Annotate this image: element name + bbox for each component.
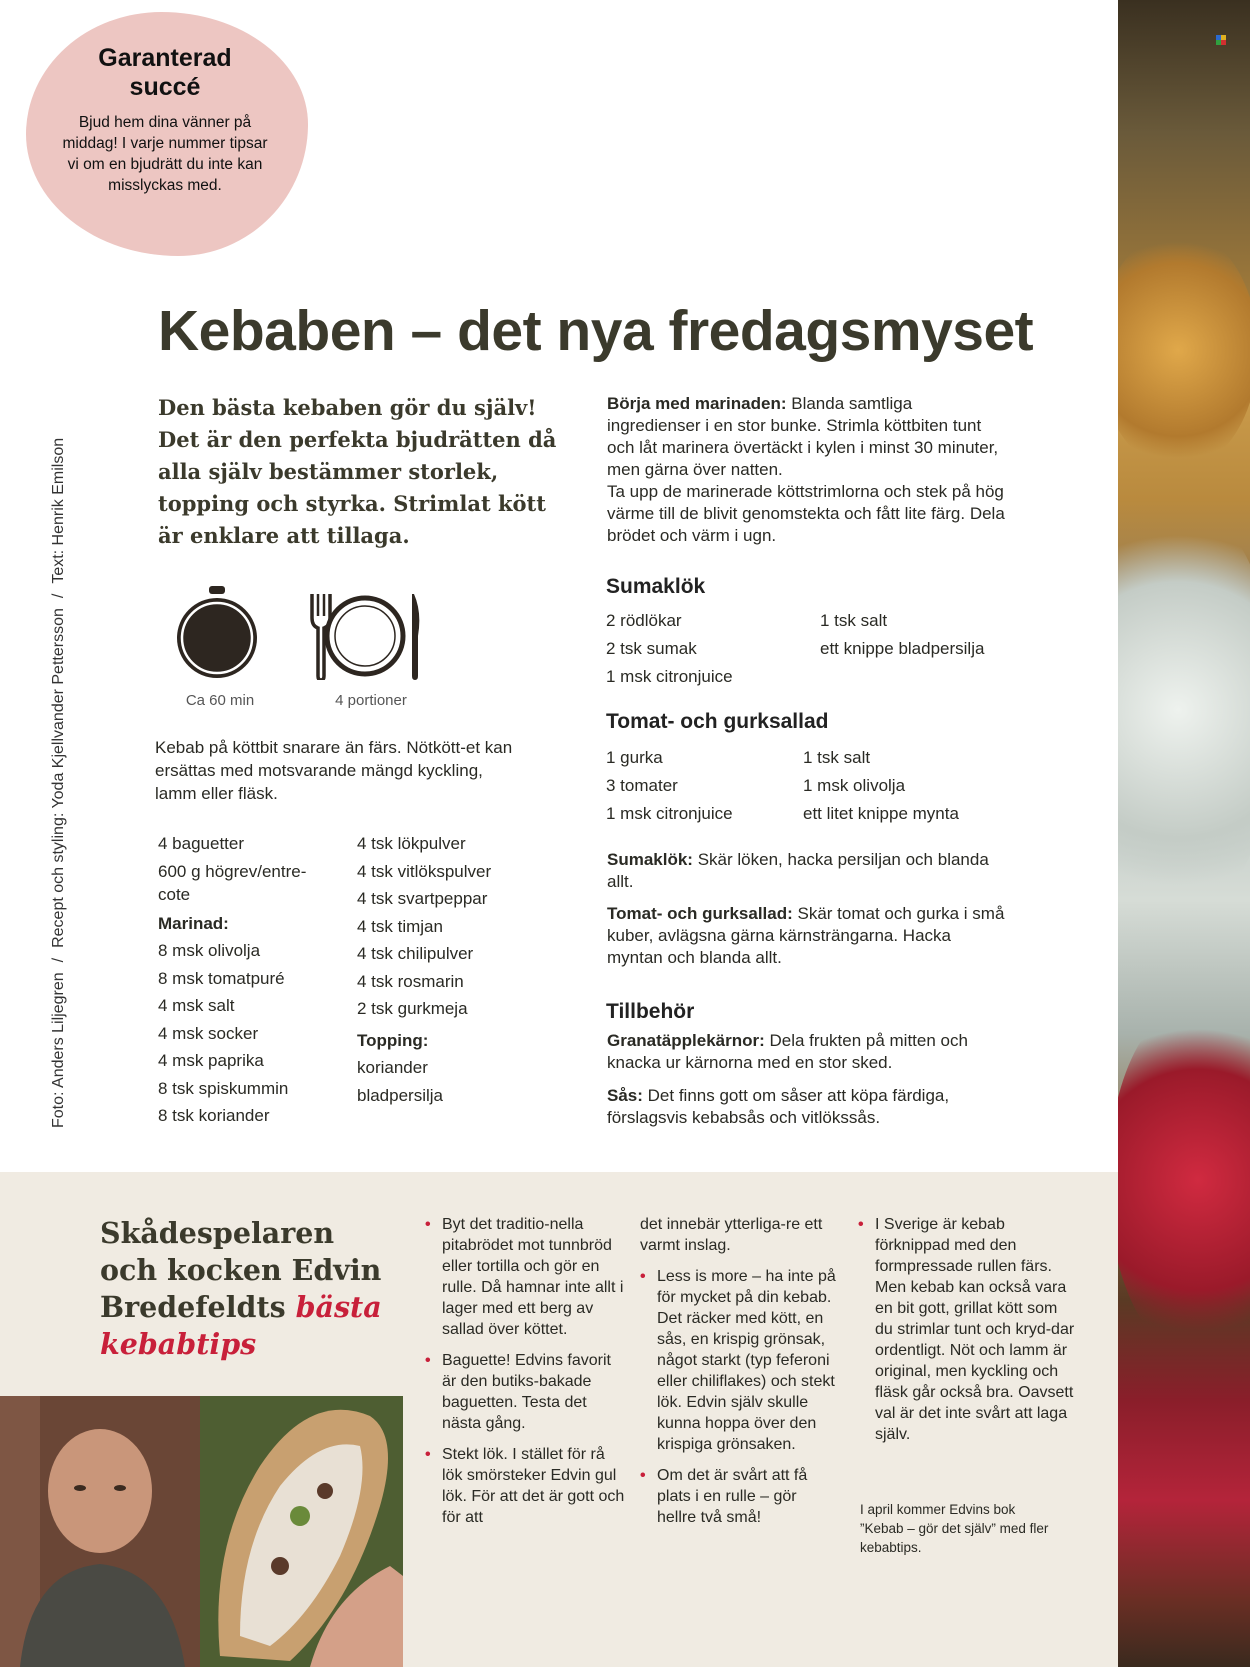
ingredient-item: 1 msk citronjuice <box>606 667 733 686</box>
ingredient-item: 3 tomater <box>606 776 678 795</box>
ingredient-item: 1 tsk salt <box>803 748 871 767</box>
tips-column-1 <box>425 1214 625 1538</box>
ingredient-item: 8 tsk spiskummin <box>158 1078 289 1098</box>
intro-note: Kebab på köttbit snarare än färs. Nötkött-et kan ersättas med motsvarande mängd kyckling, lamm eller fläsk. <box>155 738 513 803</box>
ingredient-item: 4 msk paprika <box>158 1051 264 1070</box>
plate-icon <box>306 592 424 680</box>
tips-title <box>100 1215 400 1363</box>
ingredient-item: 4 tsk lökpulver <box>357 834 466 853</box>
granatapple-label: Granatäpplekärnor: <box>607 1031 765 1050</box>
tips-column-3 <box>858 1214 1078 1455</box>
ingredient-item: 2 tsk gurkmeja <box>357 999 468 1018</box>
badge-title: Garanterad succé <box>98 44 232 101</box>
credit-recipe: Recept och styling: Yoda Kjellvander Pettersson <box>50 608 67 948</box>
ingredient-item: 2 tsk sumak <box>606 639 697 658</box>
tip-text: Stekt lök. I stället för rå lök smörsteker Edvin gul lök. För att det är gott och för att <box>442 1446 625 1526</box>
tip-item <box>858 1214 1078 1445</box>
ingredient-item: 8 tsk koriander <box>158 1106 270 1125</box>
sallad-list-left <box>606 744 806 828</box>
ingredient-item: 4 tsk rosmarin <box>357 971 464 991</box>
bullet: • <box>425 1446 431 1463</box>
method-text <box>607 393 1007 547</box>
method-label: Börja med marinaden: <box>607 394 787 413</box>
tip-item <box>425 1350 625 1434</box>
ingredient-item: 4 tsk timjan <box>357 916 443 936</box>
bullet: • <box>640 1467 646 1484</box>
ingredient-list-left <box>158 830 348 1130</box>
sallad-instructions <box>607 903 1007 969</box>
ingredient-item: koriander <box>357 1058 428 1077</box>
bullet: • <box>640 1268 646 1285</box>
ingredient-item: 4 msk socker <box>158 1023 259 1043</box>
tip-item <box>640 1266 840 1455</box>
credit-separator: / <box>50 957 67 963</box>
sumaklok-label: Sumaklök: <box>607 850 693 869</box>
ingredient-item: 4 msk salt <box>158 996 235 1015</box>
book-note: I april kommer Edvins bok ”Kebab – gör det själv” med fler kebabtips. <box>860 1502 1049 1555</box>
tip-item <box>425 1214 625 1340</box>
logo-icon <box>1216 32 1226 42</box>
credit-photo: Foto: Anders Liljegren <box>50 972 67 1128</box>
ingredient-item: ett knippe bladpersilja <box>820 639 985 658</box>
tip-text: I Sverige är kebab förknippad med den formpressade rullen färs. Men kebab kan också vara en bit gott, grillat kött som du strimlar tunt och kryd-dar ordentligt. Nöt och lamm är original, men kyckling och fläsk går också bra. Oavsett val är det inte svårt att laga själv. <box>875 1216 1075 1443</box>
credit-separator: / <box>50 593 67 599</box>
ingredient-item: 1 msk olivolja <box>803 776 906 795</box>
ingredient-item: 4 tsk svartpeppar <box>357 889 488 908</box>
sumaklok-list-left <box>606 607 826 691</box>
ingredient-item: 2 rödlökar <box>606 611 682 630</box>
credits <box>50 328 68 1128</box>
sallad-text: Skär tomat och gurka i små kuber, avlägsna gärna kärnsträngarna. Hacka myntan och blanda allt. <box>607 904 1005 967</box>
ingredient-item: ett litet knippe mynta <box>803 804 959 823</box>
sumaklok-heading: Sumaklök <box>606 575 706 598</box>
ingredient-item: bladpersilja <box>357 1085 443 1105</box>
ingredient-item: 1 gurka <box>606 748 663 767</box>
tips-title-highlight: bästa kebabtips <box>100 1290 382 1361</box>
portions-label: 4 portioner <box>335 692 407 709</box>
sallad-list-right <box>803 744 1033 828</box>
ingredient-item: 8 msk olivolja <box>158 941 261 960</box>
sas-instructions <box>607 1085 1007 1129</box>
bullet: • <box>425 1216 431 1233</box>
sallad-label: Tomat- och gurksallad: <box>607 904 793 923</box>
food-photo <box>1118 0 1250 1667</box>
kebab-photo <box>200 1396 403 1667</box>
sallad-heading: Tomat- och gurksallad <box>606 710 829 733</box>
tip-item <box>640 1465 840 1528</box>
method-marinade: Blanda samtliga ingredienser i en stor bunke. Strimla köttbiten tunt och låt marinera övertäckt i kylen i minst 30 minuter, men gärna över natten. <box>607 394 999 479</box>
method-cook: Ta upp de marinerade köttstrimlorna och stek på hög värme till de blivit genomstekta och fått lite färg. Dela brödet och värm i ugn. <box>607 482 1005 545</box>
glass-shape <box>1118 500 1250 920</box>
ingredient-list-right <box>357 830 557 1109</box>
ingredient-item: 1 tsk salt <box>820 611 888 630</box>
tip-text: Baguette! Edvins favorit är den butiks-bakade baguetten. Testa det nästa gång. <box>442 1352 611 1432</box>
granatapple-instructions <box>607 1030 1007 1074</box>
tip-item <box>425 1444 625 1528</box>
sas-text: Det finns gott om såser att köpa färdiga, förslagsvis kebabsås och vitlökssås. <box>607 1086 950 1127</box>
pomegranate-shape <box>1118 1000 1250 1360</box>
credit-text: Text: Henrik Emilson <box>50 437 67 584</box>
marinade-heading: Marinad: <box>158 913 229 933</box>
sas-label: Sås: <box>607 1086 643 1105</box>
sumaklok-list-right <box>820 607 1050 663</box>
page-title: Kebaben – det nya fredagsmyset <box>158 299 1034 363</box>
tip-text: Om det är svårt att få plats i en rulle – gör hellre två små! <box>657 1467 808 1526</box>
badge-text: Bjud hem dina vänner på middag! I varje nummer tipsar vi om en bjudrätt du inte kan misslyckas med. <box>62 114 268 194</box>
fried-onion-shape <box>1118 230 1250 470</box>
time-label: Ca 60 min <box>185 692 255 709</box>
ingredient-item: 4 baguetter <box>158 834 245 853</box>
sumaklok-instructions <box>607 849 1007 893</box>
sumaklok-text: Skär löken, hacka persiljan och blanda allt. <box>607 850 989 891</box>
ingredient-item: 4 tsk chilipulver <box>357 944 474 963</box>
ingredient-item: 4 tsk vitlökspulver <box>357 861 492 881</box>
tip-text: Byt det traditio-nella pitabrödet mot tunnbröd eller tortilla och gör en rulle. Då hamnar inte allt i lager med ett berg av sallad över köttet. <box>442 1216 624 1338</box>
bullet: • <box>425 1352 431 1369</box>
ingredient-item: 600 g högrev/entre-cote <box>158 861 307 904</box>
portrait-photo <box>0 1396 200 1667</box>
tips-title-main: Skådespelaren och kocken Edvin Bredefeldts <box>100 1216 382 1324</box>
bullet: • <box>858 1216 864 1233</box>
lead-paragraph: Den bästa kebaben gör du själv! Det är den perfekta bjudrätten då alla själv bestämmer storlek, topping och styrka. Strimlat kött är enklare att tillaga. <box>158 395 557 548</box>
ingredient-item: 8 msk tomatpuré <box>158 968 285 988</box>
ingredient-item: 1 msk citronjuice <box>606 804 733 823</box>
tip-continuation: det innebär ytterliga-re ett varmt inslag. <box>640 1216 823 1254</box>
tillbehor-heading: Tillbehör <box>606 1000 695 1023</box>
clock-icon <box>172 584 262 680</box>
tips-column-2 <box>640 1214 840 1538</box>
granatapple-text: Dela frukten på mitten och knacka ur kärnorna med en stor sked. <box>607 1031 968 1072</box>
tip-text: Less is more – ha inte på för mycket på din kebab. Det räcker med kött, en sås, en krispig grönsak, något starkt (typ feferoni eller chiliflakes) och stekt lök. Edvin själv skulle kunna hoppa över den krispiga grönsaken. <box>657 1268 836 1453</box>
topping-heading: Topping: <box>357 1030 429 1050</box>
